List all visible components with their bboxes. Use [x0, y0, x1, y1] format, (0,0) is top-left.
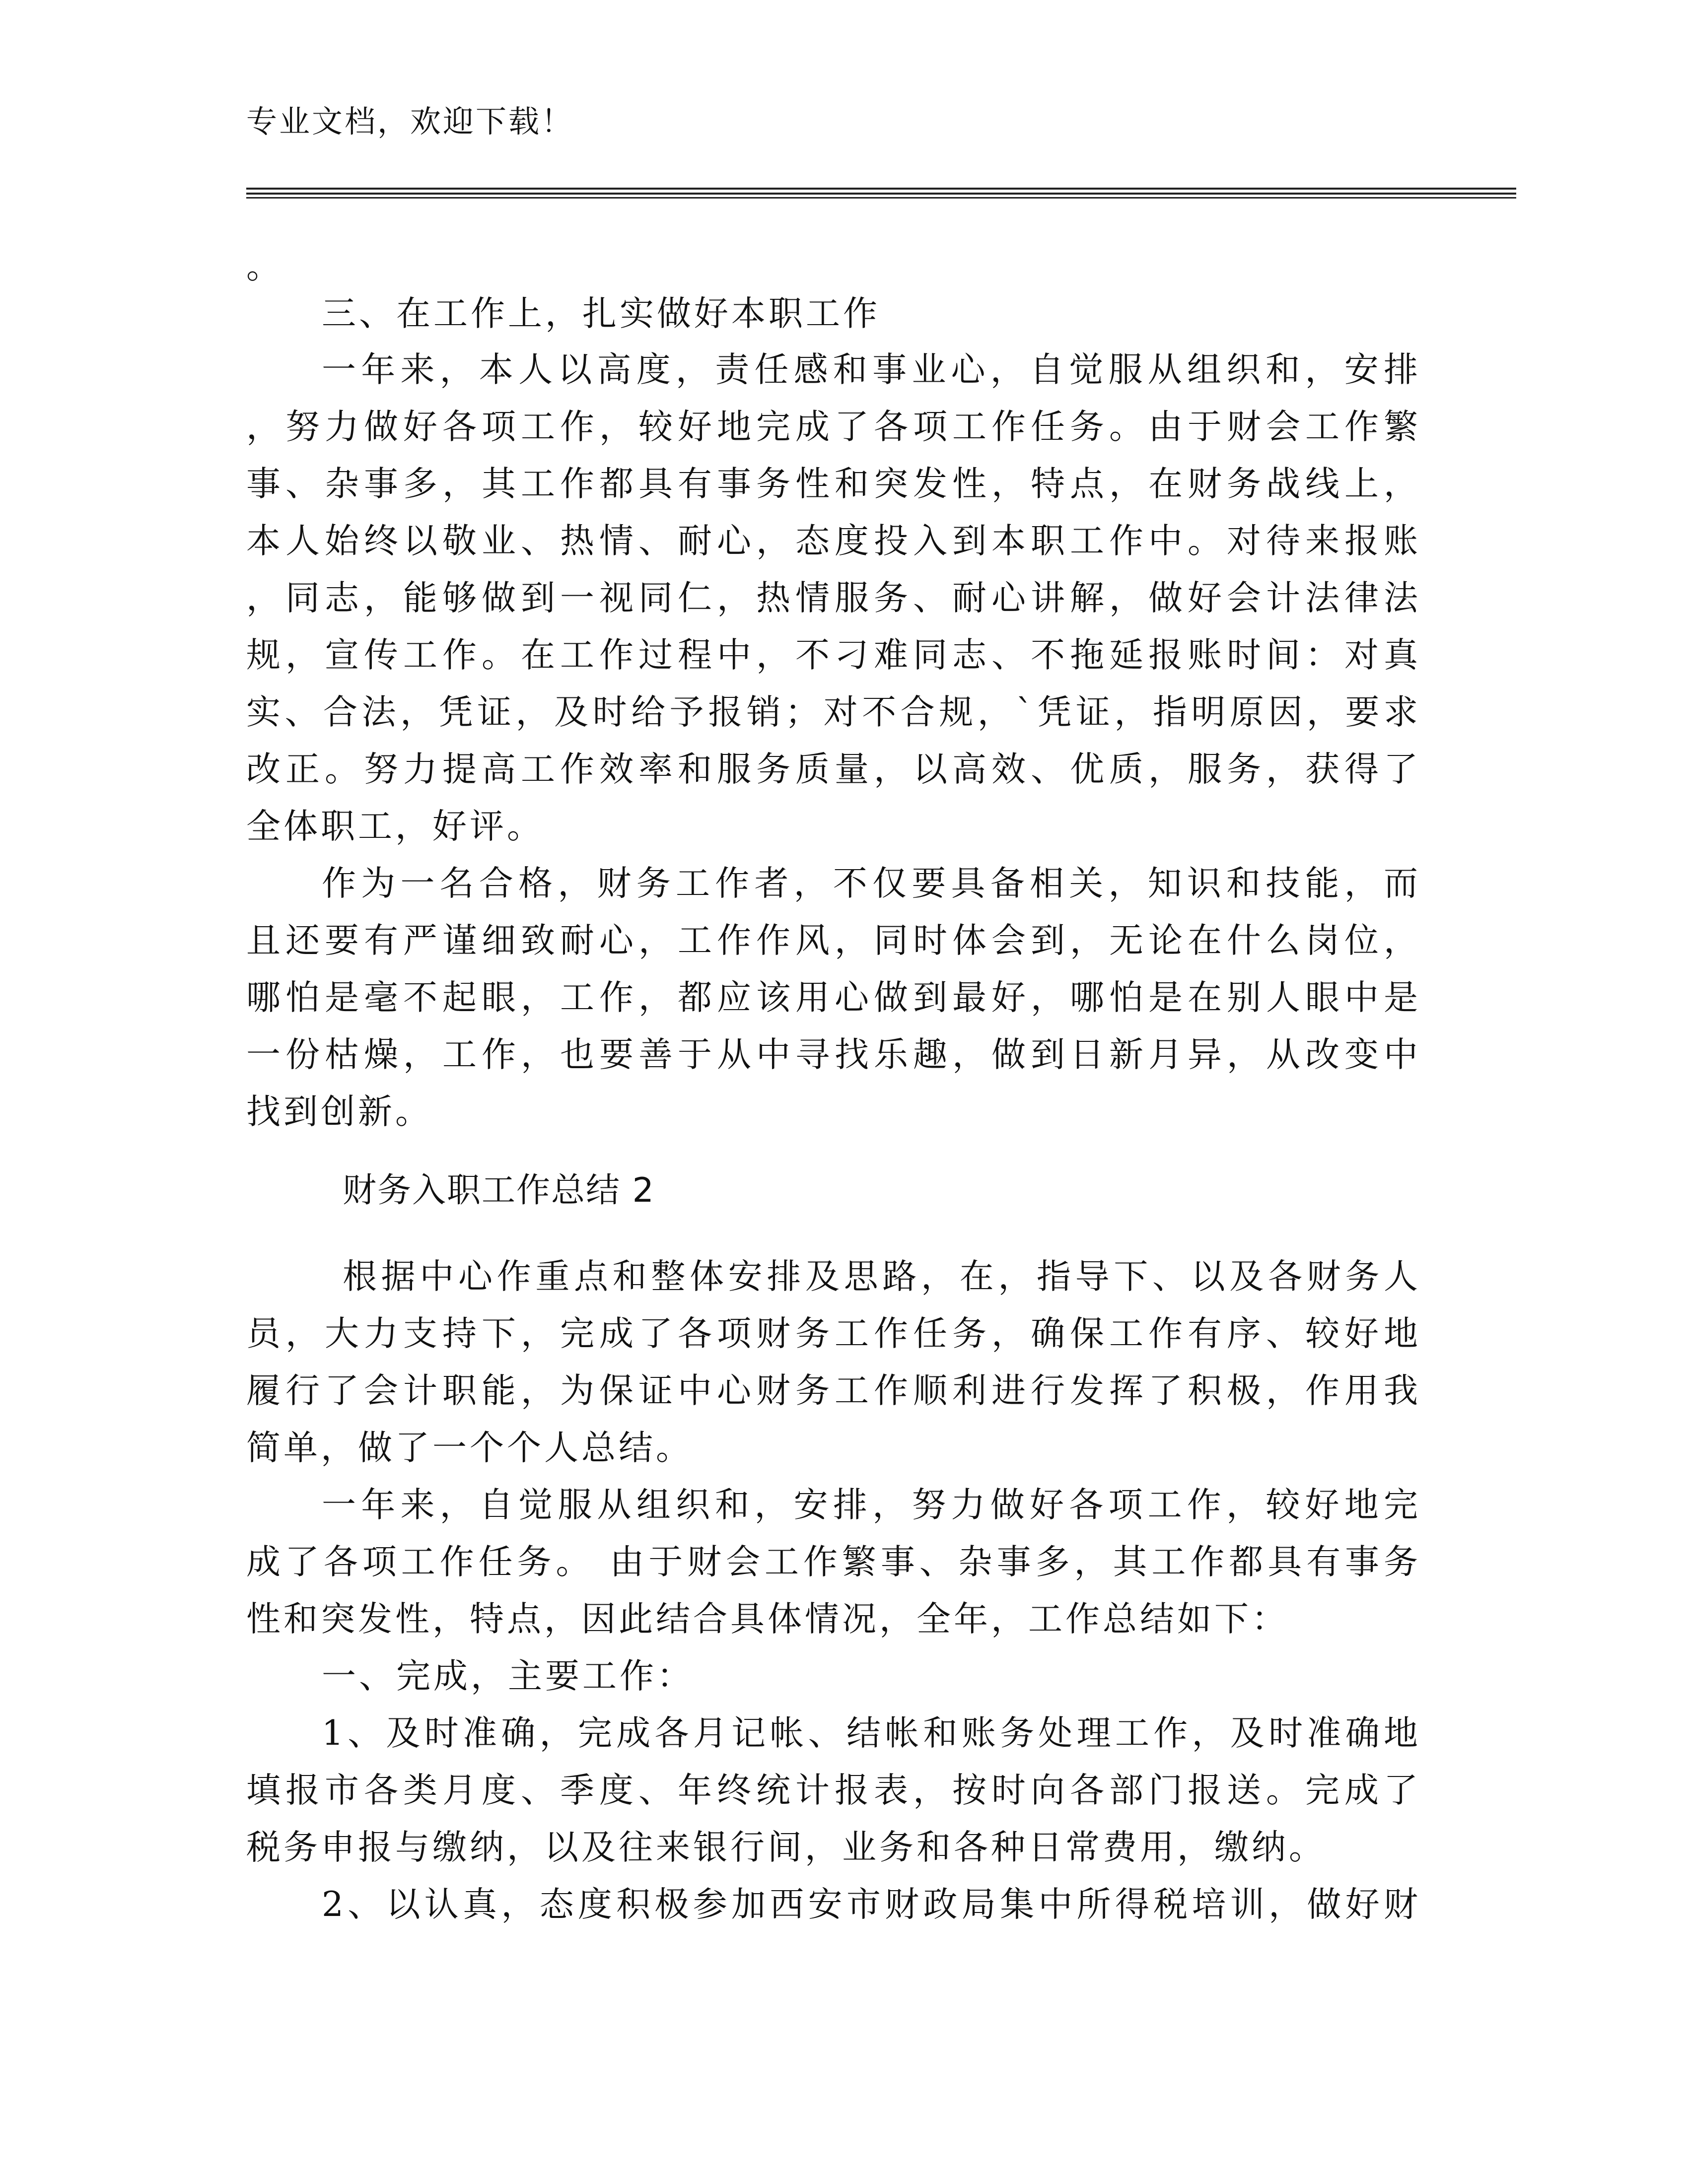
article-heading: 财务入职工作总结 2 — [343, 1171, 655, 1210]
body-line: 填报市各类月度、季度、年终统计报表，按时向各部门报送。完成了 — [246, 1771, 1418, 1810]
body-line: 实、合法，凭证，及时给予报销；对不合规，`凭证，指明原因，要求 — [246, 692, 1418, 732]
body-line: 找到创新。 — [246, 1092, 432, 1132]
body-line: 成了各项工作任务。 由于财会工作繁事、杂事多，其工作都具有事务 — [246, 1542, 1418, 1582]
body-line: 一年来，自觉服从组织和，安排，努力做好各项工作，较好地完 — [322, 1485, 1418, 1525]
body-line: ，努力做好各项工作，较好地完成了各项工作任务。由于财会工作繁 — [246, 407, 1418, 447]
body-line: 改正。努力提高工作效率和服务质量，以高效、优质，服务，获得了 — [246, 750, 1418, 789]
body-line: 一份枯燥，工作，也要善于从中寻找乐趣，做到日新月异，从改变中 — [246, 1035, 1418, 1075]
body-line: 且还要有严谨细致耐心，工作作风，同时体会到，无论在什么岗位， — [246, 921, 1418, 960]
body-line: 规，宣传工作。在工作过程中，不刁难同志、不拖延报账时间：对真 — [246, 635, 1418, 675]
body-line: 性和突发性，特点，因此结合具体情况，全年，工作总结如下： — [246, 1599, 1289, 1639]
page-header-text: 专业文档，欢迎下载！ — [246, 103, 574, 139]
body-line: 2、以认真，态度积极参加西安市财政局集中所得税培训，做好财 — [322, 1885, 1418, 1924]
body-line: 全体职工，好评。 — [246, 807, 544, 846]
body-line: 哪怕是毫不起眼，工作，都应该用心做到最好，哪怕是在别人眼中是 — [246, 978, 1418, 1018]
body-line: 员，大力支持下，完成了各项财务工作任务，确保工作有序、较好地 — [246, 1314, 1418, 1354]
body-line: 税务申报与缴纳，以及往来银行间，业务和各种日常费用，缴纳。 — [246, 1828, 1326, 1867]
body-line: 事、杂事多，其工作都具有事务性和突发性，特点，在财务战线上， — [246, 464, 1418, 504]
header-rule-top — [246, 188, 1516, 190]
body-line: 。 — [246, 247, 283, 286]
section-heading-1: 一、完成，主要工作： — [322, 1656, 694, 1696]
body-line: ，同志，能够做到一视同仁，热情服务、耐心讲解，做好会计法律法 — [246, 578, 1418, 618]
body-line: 根据中心作重点和整体安排及思路，在，指导下、以及各财务人 — [343, 1257, 1418, 1297]
header-rule-middle — [246, 193, 1516, 195]
header-rule-bottom — [246, 197, 1516, 199]
body-line: 简单，做了一个个人总结。 — [246, 1428, 693, 1468]
body-line: 履行了会计职能，为保证中心财务工作顺利进行发挥了积极，作用我 — [246, 1371, 1418, 1411]
body-line: 本人始终以敬业、热情、耐心，态度投入到本职工作中。对待来报账 — [246, 521, 1418, 561]
section-heading-3: 三、在工作上，扎实做好本职工作 — [322, 294, 880, 334]
body-line: 1、及时准确，完成各月记帐、结帐和账务处理工作，及时准确地 — [322, 1713, 1418, 1753]
body-line: 一年来，本人以高度，责任感和事业心，自觉服从组织和，安排 — [322, 350, 1418, 390]
body-line: 作为一名合格，财务工作者，不仅要具备相关，知识和技能，而 — [322, 864, 1418, 903]
